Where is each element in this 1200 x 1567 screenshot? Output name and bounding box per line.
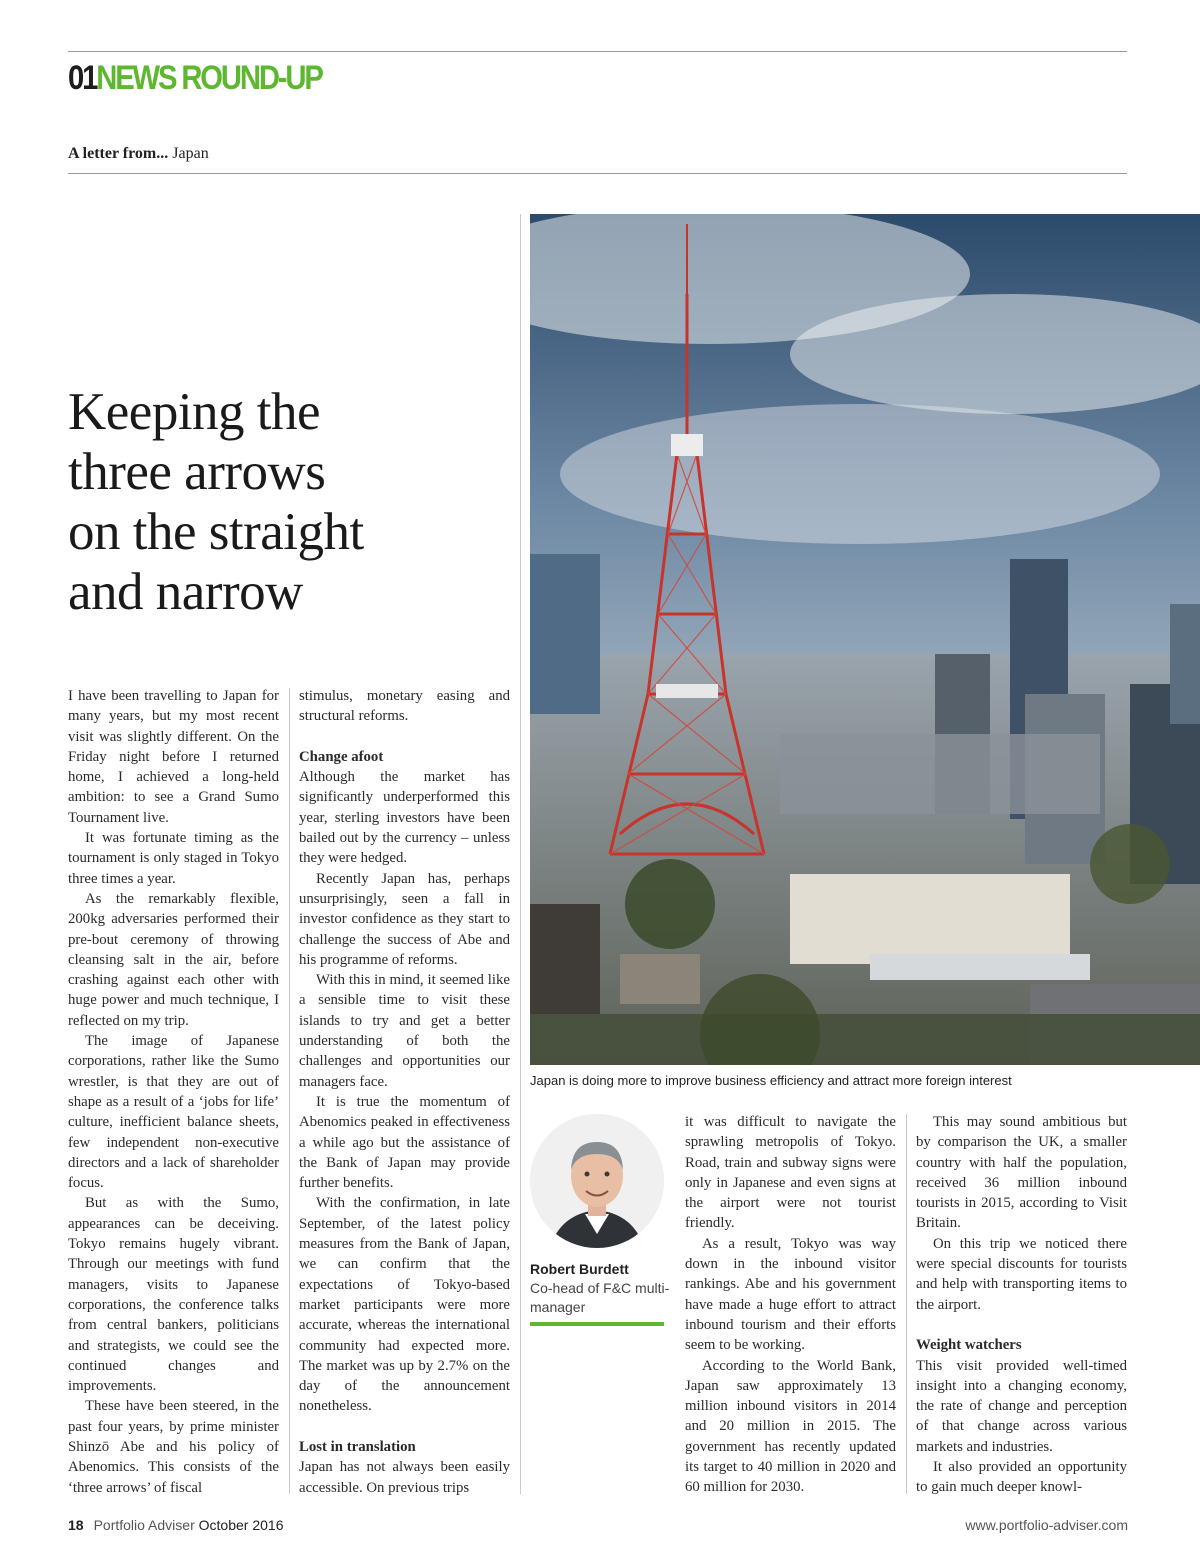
section-number: 01 bbox=[68, 59, 97, 97]
subheading: Lost in translation bbox=[299, 1438, 416, 1455]
body-paragraph: As a result, Tokyo was way down in the inbound visitor rankings. Abe and his government have made a huge effort to attract inbound tourism and their efforts seem to be working. bbox=[685, 1235, 896, 1354]
footer-left bbox=[68, 1517, 283, 1533]
body-paragraph: With this in mind, it seemed like a sensible time to visit these islands to try and get a better understanding of both the challenges and opportunities our managers face. bbox=[299, 972, 510, 1090]
body-paragraph: This may sound ambitious but by comparison the UK, a smaller country with half the population, received 36 million inbound tourists in 2015, according to Visit Britain. bbox=[916, 1114, 1127, 1232]
headline-line: and narrow bbox=[68, 563, 303, 621]
body-paragraph: stimulus, monetary easing and structural reforms. bbox=[299, 688, 510, 725]
issue-date: October 2016 bbox=[198, 1517, 284, 1533]
body-paragraph: It also provided an opportunity to gain much deeper knowl- bbox=[916, 1459, 1127, 1496]
section-header bbox=[68, 58, 322, 98]
body-paragraph: Japan has not always been easily accessible. On previous trips bbox=[299, 1459, 510, 1496]
column-divider bbox=[289, 688, 290, 1494]
body-paragraph: It was fortunate timing as the tournament is only staged in Tokyo three times a year. bbox=[68, 830, 279, 887]
subheading: Change afoot bbox=[299, 748, 384, 765]
body-paragraph: This visit provided well-timed insight into a changing economy, the rate of change and perception of that change across various markets and industries. bbox=[916, 1357, 1127, 1455]
body-paragraph: As the remarkably flexible, 200kg adversaries performed their pre-bout ceremony of throwing cleansing salt in the air, before crashing against each other with huge power and much technique, I reflected on my trip. bbox=[68, 890, 279, 1029]
author-avatar bbox=[530, 1114, 664, 1248]
body-paragraph: I have been travelling to Japan for many years, but my most recent visit was slightly different. On the Friday night before I returned home, I achieved a long-held ambition: to see a Grand Sumo Tournament live. bbox=[68, 688, 279, 826]
body-paragraph: According to the World Bank, Japan saw approximately 13 million inbound visitors in 2014 and 20 million in 2015. The government has recently updated its target to 40 million in 2020 and 60 million for 2030. bbox=[685, 1357, 896, 1496]
author-name: Robert Burdett bbox=[530, 1261, 629, 1277]
body-paragraph: Although the market has significantly underperformed this year, sterling investors have been bailed out by the currency – unless they were hedged. bbox=[299, 769, 510, 867]
body-column-1 bbox=[68, 686, 279, 1498]
body-paragraph: The image of Japanese corporations, rather like the Sumo wrestler, is that they are out of shape as a result of a ‘jobs for life’ culture, inefficient balance sheets, few independent non-executive directors and a lack of shareholder focus. bbox=[68, 1033, 279, 1192]
kicker-rule bbox=[68, 173, 1127, 174]
body-paragraph: Recently Japan has, perhaps unsurprisingly, seen a fall in investor confidence as they start to challenge the success of Abe and his programme of reforms. bbox=[299, 870, 510, 968]
body-column-3 bbox=[685, 1112, 896, 1498]
headline-line: on the straight bbox=[68, 503, 364, 561]
subheading: Weight watchers bbox=[916, 1337, 1022, 1354]
body-paragraph: These have been steered, in the past four years, by prime minister Shinzō Abe and his policy of Abenomics. This consists of the ‘three arrows’ of fiscal bbox=[68, 1398, 279, 1496]
top-rule bbox=[68, 51, 1127, 52]
footer-url[interactable]: www.portfolio-adviser.com bbox=[965, 1517, 1128, 1533]
headline-line: three arrows bbox=[68, 443, 326, 501]
byline-accent-bar bbox=[530, 1322, 664, 1326]
kicker-place: Japan bbox=[172, 145, 209, 162]
body-paragraph: It is true the momentum of Abenomics peaked in effectiveness a while ago but the assistance of the Bank of Japan may provide further benefits. bbox=[299, 1093, 510, 1192]
headline bbox=[68, 382, 488, 622]
author-role: Co-head of F&C multi-manager bbox=[530, 1280, 670, 1315]
column-divider bbox=[906, 1114, 907, 1494]
body-paragraph: With the confirmation, in late September, of the latest policy measures from the Bank of Japan, we can confirm that the expectations of Tokyo-based market participants were more accurate, whereas the international community had expected more. The market was up by 2.7% on the day of the announcement nonetheless. bbox=[299, 1195, 510, 1415]
body-column-4 bbox=[916, 1112, 1127, 1498]
kicker bbox=[68, 143, 209, 165]
headline-line: Keeping the bbox=[68, 383, 321, 441]
column-divider bbox=[520, 214, 521, 1494]
magazine-name: Portfolio Adviser bbox=[93, 1517, 195, 1533]
body-paragraph: it was difficult to navigate the sprawling metropolis of Tokyo. Road, train and subway signs were only in Japanese and even signs at the airport were not tourist friendly. bbox=[685, 1114, 896, 1232]
section-name: NEWS ROUND-UP bbox=[96, 59, 322, 97]
body-column-2 bbox=[299, 686, 510, 1498]
tokyo-tower-photo bbox=[530, 214, 1200, 1065]
page-number: 18 bbox=[68, 1517, 84, 1533]
photo-caption: Japan is doing more to improve business efficiency and attract more foreign interest bbox=[530, 1073, 1012, 1088]
kicker-label: A letter from... bbox=[68, 145, 169, 162]
body-paragraph: On this trip we noticed there were special discounts for tourists and help with transporting items to the airport. bbox=[916, 1235, 1127, 1313]
body-paragraph: But as with the Sumo, appearances can be deceiving. Tokyo remains hugely vibrant. Through our meetings with fund managers, visits to Japanese corporations, the conference talks from central bankers, politicians and strategists, we could see the continued changes and improvements. bbox=[68, 1195, 279, 1395]
